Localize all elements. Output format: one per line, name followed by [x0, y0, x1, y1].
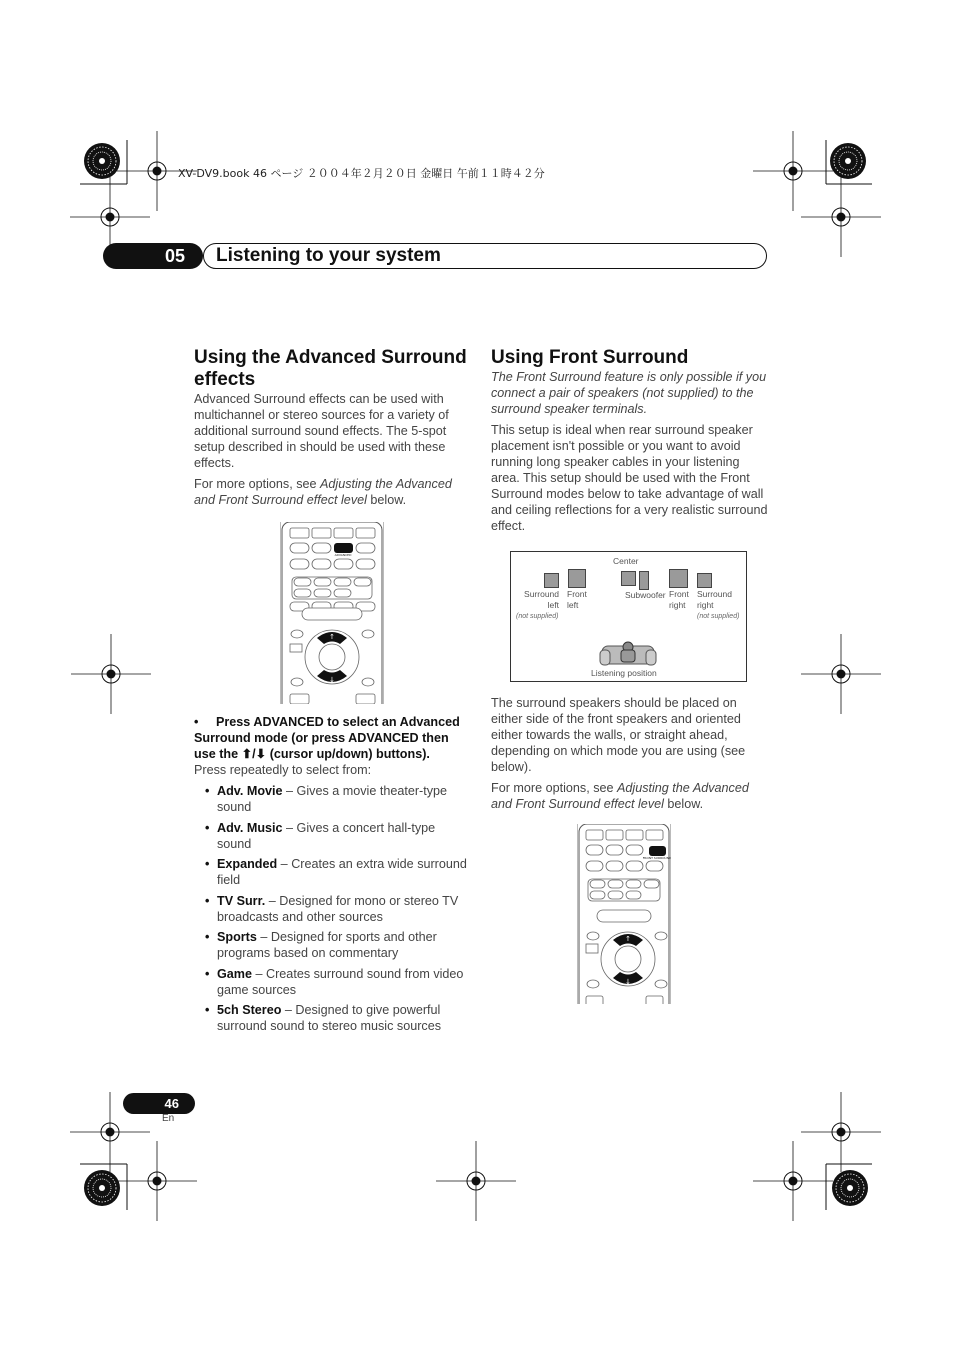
advanced-instruction [194, 714, 472, 762]
mode-description: – Creates surround sound from video game sources [217, 966, 464, 997]
mode-list-item [194, 1002, 472, 1034]
chapter-number: 05 [103, 243, 203, 269]
surround-left-not-supplied: (not supplied) [516, 613, 559, 620]
section-title-advanced-surround: Using the Advanced Surround effects [194, 347, 467, 390]
page-number: 46 [123, 1093, 195, 1114]
mode-name: Sports [217, 930, 257, 944]
surround-right-label: Surround right [697, 589, 732, 610]
mode-name: Expanded [217, 857, 278, 871]
subwoofer-label: Subwoofer [625, 590, 666, 600]
mode-description: – Creates an extra wide surround field [217, 857, 467, 887]
surround-right-not-supplied: (not supplied) [697, 613, 740, 620]
front-left-speaker [568, 569, 586, 588]
center-speaker [621, 571, 636, 586]
mode-description: – Gives a movie theater-type sound [217, 784, 448, 814]
mode-list-item [194, 893, 472, 925]
mode-list-item [194, 929, 472, 961]
front-right-speaker [669, 569, 688, 588]
print-header: XV-DV9.book 46 ページ ２００４年２月２０日 金曜日 午前１１時４２分 [178, 167, 545, 180]
mode-description: – Gives a concert hall-type sound [217, 820, 436, 851]
mode-name: TV Surr. [217, 893, 266, 908]
more-options-reference: Adjusting the Advanced and Front Surround effect level [194, 477, 452, 507]
mode-description: – Designed to give powerful surround sound to stereo music sources [217, 1003, 442, 1033]
remote-control-illustration-front-surround [577, 824, 671, 1004]
advanced-mode-list [194, 783, 472, 1034]
sofa-with-listener-icon [599, 640, 657, 668]
right-section [491, 347, 769, 534]
speaker-placement-paragraph: The surround speakers should be placed on either side of the front speakers and oriented either towards the walls, or straight ahead, depending on which mode you are using (see below). [491, 696, 746, 774]
mode-description: – Designed for mono or stereo TV broadcasts and other sources [217, 893, 459, 924]
front-more-options-prefix: For more options, see [491, 781, 617, 795]
front-more-options-reference: Adjusting the Advanced and Front Surround effect level [491, 781, 749, 811]
advanced-more-options [194, 476, 472, 508]
more-options-prefix: For more options, see [194, 477, 320, 491]
mode-name: Adv. Music [217, 820, 283, 835]
mode-list-item [194, 783, 472, 815]
mode-description: – Designed for sports and other programs based on commentary [217, 930, 437, 960]
surround-left-label: Surround left [524, 589, 559, 610]
language-code: En [162, 1113, 175, 1124]
svg-text:↑: ↑ [625, 935, 631, 943]
mode-list-item [194, 966, 472, 998]
instruction-bullet: • [194, 715, 199, 729]
right-lower-text [491, 695, 769, 812]
surround-right-speaker [697, 573, 712, 588]
advanced-intro-paragraph: Advanced Surround effects can be used with multichannel or stereo sources for a variety of additional surround sound effects. The 5-spot setup described in should be used with these effects. [194, 392, 449, 470]
front-left-label: Front left [567, 589, 587, 610]
left-instruction-block [194, 714, 472, 1039]
remote-front-surround-label: FRONT SURROUND [642, 856, 671, 860]
front-more-options-suffix: below. [663, 797, 704, 811]
remote-advanced-label: ADVANCED [334, 553, 352, 557]
more-options-suffix: below. [366, 493, 407, 507]
front-more-options [491, 780, 769, 812]
left-section [194, 347, 472, 508]
mode-name: Game [217, 966, 253, 981]
svg-text:↑: ↑ [329, 633, 335, 641]
instruction-continuation: Press repeatedly to select from: [194, 763, 372, 777]
subwoofer-speaker [639, 571, 649, 590]
mode-name: 5ch Stereo [217, 1003, 282, 1017]
center-label: Center [613, 556, 639, 566]
front-surround-note: The Front Surround feature is only possible if you connect a pair of speakers (not supplied) to the surround speaker terminals. [491, 370, 767, 416]
speaker-layout-diagram [510, 551, 747, 682]
svg-text:↓: ↓ [625, 978, 631, 986]
section-title-front-surround: Using Front Surround [491, 347, 689, 368]
svg-text:↓: ↓ [329, 676, 335, 684]
front-right-label: Front right [669, 589, 689, 610]
surround-left-speaker [544, 573, 559, 588]
remote-control-illustration-advanced [280, 522, 384, 704]
mode-list-item [194, 856, 472, 888]
chapter-title: Listening to your system [203, 243, 767, 269]
instruction-bold: Press ADVANCED to select an Advanced Surround mode (or press ADVANCED then use the ⬆/⬇ (cursor up/down) buttons). [194, 715, 460, 761]
front-surround-paragraph: This setup is ideal when rear surround speaker placement isn't possible or you want to avoid running long speaker cables in your listening area. This setup should be used with the Front Surround modes below to take advantage of wall and ceiling reflections for a very realistic surround effect. [491, 423, 768, 533]
mode-list-item [194, 820, 472, 852]
listening-position-label: Listening position [591, 668, 657, 678]
mode-name: Adv. Movie [217, 784, 283, 798]
